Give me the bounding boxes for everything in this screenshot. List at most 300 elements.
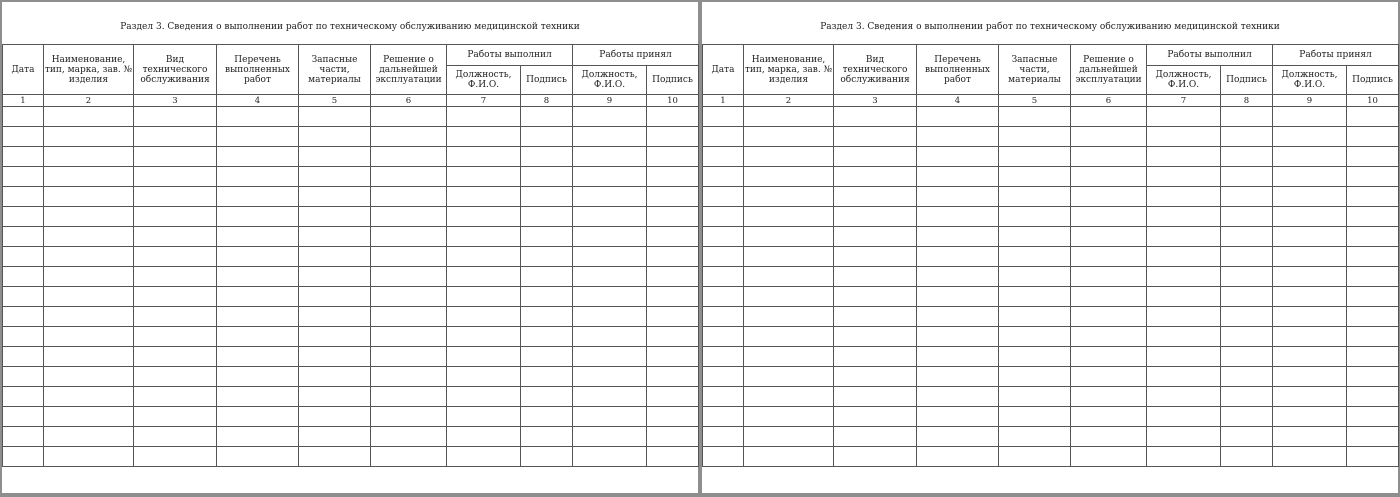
table-cell[interactable] [744, 427, 834, 447]
table-cell[interactable] [744, 167, 834, 187]
table-cell[interactable] [1273, 427, 1347, 447]
table-cell[interactable] [521, 307, 573, 327]
table-cell[interactable] [834, 267, 917, 287]
table-cell[interactable] [999, 267, 1071, 287]
table-cell[interactable] [521, 367, 573, 387]
table-cell[interactable] [917, 207, 999, 227]
table-cell[interactable] [573, 407, 647, 427]
table-cell[interactable] [521, 287, 573, 307]
table-cell[interactable] [521, 187, 573, 207]
table-cell[interactable] [834, 107, 917, 127]
table-cell[interactable] [834, 127, 917, 147]
table-cell[interactable] [573, 367, 647, 387]
table-cell[interactable] [917, 447, 999, 467]
table-cell[interactable] [134, 107, 217, 127]
table-cell[interactable] [447, 107, 521, 127]
table-cell[interactable] [1273, 187, 1347, 207]
table-cell[interactable] [1273, 207, 1347, 227]
table-cell[interactable] [447, 167, 521, 187]
table-cell[interactable] [1071, 167, 1147, 187]
table-cell[interactable] [217, 207, 299, 227]
table-cell[interactable] [703, 307, 744, 327]
table-cell[interactable] [1147, 247, 1221, 267]
table-cell[interactable] [44, 247, 134, 267]
table-cell[interactable] [1347, 127, 1399, 147]
table-cell[interactable] [217, 267, 299, 287]
table-cell[interactable] [834, 247, 917, 267]
table-cell[interactable] [999, 347, 1071, 367]
table-cell[interactable] [917, 107, 999, 127]
table-cell[interactable] [299, 387, 371, 407]
table-cell[interactable] [1147, 427, 1221, 447]
table-cell[interactable] [3, 207, 44, 227]
table-cell[interactable] [134, 407, 217, 427]
table-cell[interactable] [1147, 267, 1221, 287]
table-cell[interactable] [3, 187, 44, 207]
table-cell[interactable] [573, 427, 647, 447]
table-cell[interactable] [573, 167, 647, 187]
table-cell[interactable] [703, 207, 744, 227]
table-cell[interactable] [3, 287, 44, 307]
table-cell[interactable] [573, 127, 647, 147]
table-cell[interactable] [647, 367, 699, 387]
table-cell[interactable] [647, 427, 699, 447]
table-cell[interactable] [999, 247, 1071, 267]
table-cell[interactable] [217, 247, 299, 267]
table-cell[interactable] [1071, 247, 1147, 267]
table-cell[interactable] [1273, 327, 1347, 347]
table-cell[interactable] [521, 107, 573, 127]
table-cell[interactable] [447, 227, 521, 247]
table-cell[interactable] [1347, 227, 1399, 247]
table-cell[interactable] [703, 447, 744, 467]
table-cell[interactable] [371, 307, 447, 327]
table-cell[interactable] [744, 407, 834, 427]
table-cell[interactable] [573, 207, 647, 227]
table-cell[interactable] [834, 387, 917, 407]
table-cell[interactable] [647, 287, 699, 307]
table-cell[interactable] [299, 187, 371, 207]
table-cell[interactable] [647, 127, 699, 147]
table-cell[interactable] [44, 427, 134, 447]
table-cell[interactable] [217, 287, 299, 307]
table-cell[interactable] [1347, 407, 1399, 427]
table-cell[interactable] [573, 107, 647, 127]
table-cell[interactable] [521, 427, 573, 447]
table-cell[interactable] [134, 347, 217, 367]
table-cell[interactable] [647, 327, 699, 347]
table-cell[interactable] [917, 127, 999, 147]
table-cell[interactable] [1071, 267, 1147, 287]
table-cell[interactable] [217, 427, 299, 447]
table-cell[interactable] [1347, 147, 1399, 167]
table-cell[interactable] [1071, 347, 1147, 367]
table-cell[interactable] [3, 167, 44, 187]
table-cell[interactable] [371, 427, 447, 447]
table-cell[interactable] [744, 207, 834, 227]
table-cell[interactable] [217, 127, 299, 147]
table-cell[interactable] [217, 107, 299, 127]
table-cell[interactable] [834, 327, 917, 347]
table-cell[interactable] [371, 267, 447, 287]
table-cell[interactable] [1221, 347, 1273, 367]
table-cell[interactable] [521, 127, 573, 147]
table-cell[interactable] [521, 327, 573, 347]
table-cell[interactable] [917, 427, 999, 447]
table-cell[interactable] [371, 187, 447, 207]
table-cell[interactable] [1273, 387, 1347, 407]
table-cell[interactable] [447, 407, 521, 427]
table-cell[interactable] [744, 287, 834, 307]
table-cell[interactable] [1273, 447, 1347, 467]
table-cell[interactable] [1071, 227, 1147, 247]
table-cell[interactable] [834, 147, 917, 167]
table-cell[interactable] [744, 347, 834, 367]
table-cell[interactable] [1147, 207, 1221, 227]
table-cell[interactable] [44, 367, 134, 387]
table-cell[interactable] [1147, 287, 1221, 307]
table-cell[interactable] [573, 227, 647, 247]
table-cell[interactable] [744, 307, 834, 327]
table-cell[interactable] [834, 407, 917, 427]
table-cell[interactable] [447, 207, 521, 227]
table-cell[interactable] [371, 447, 447, 467]
table-cell[interactable] [834, 427, 917, 447]
table-cell[interactable] [573, 287, 647, 307]
table-cell[interactable] [134, 287, 217, 307]
table-cell[interactable] [647, 267, 699, 287]
table-cell[interactable] [1071, 367, 1147, 387]
table-cell[interactable] [999, 227, 1071, 247]
table-cell[interactable] [999, 427, 1071, 447]
table-cell[interactable] [1071, 407, 1147, 427]
table-cell[interactable] [703, 287, 744, 307]
table-cell[interactable] [371, 347, 447, 367]
table-cell[interactable] [134, 127, 217, 147]
table-cell[interactable] [703, 347, 744, 367]
table-cell[interactable] [917, 387, 999, 407]
table-cell[interactable] [1147, 147, 1221, 167]
table-cell[interactable] [521, 167, 573, 187]
table-cell[interactable] [447, 447, 521, 467]
table-cell[interactable] [1147, 367, 1221, 387]
table-cell[interactable] [217, 227, 299, 247]
table-cell[interactable] [3, 127, 44, 147]
table-cell[interactable] [1273, 167, 1347, 187]
table-cell[interactable] [999, 187, 1071, 207]
table-cell[interactable] [1221, 367, 1273, 387]
table-cell[interactable] [1221, 327, 1273, 347]
table-cell[interactable] [834, 187, 917, 207]
table-cell[interactable] [744, 267, 834, 287]
table-cell[interactable] [573, 447, 647, 467]
table-cell[interactable] [573, 387, 647, 407]
table-cell[interactable] [1071, 127, 1147, 147]
table-cell[interactable] [447, 147, 521, 167]
table-cell[interactable] [217, 147, 299, 167]
table-cell[interactable] [3, 307, 44, 327]
table-cell[interactable] [1147, 407, 1221, 427]
table-cell[interactable] [917, 347, 999, 367]
table-cell[interactable] [834, 307, 917, 327]
table-cell[interactable] [1071, 447, 1147, 467]
table-cell[interactable] [999, 387, 1071, 407]
table-cell[interactable] [647, 347, 699, 367]
table-cell[interactable] [299, 167, 371, 187]
table-cell[interactable] [1221, 427, 1273, 447]
table-cell[interactable] [521, 447, 573, 467]
table-cell[interactable] [3, 107, 44, 127]
table-cell[interactable] [1147, 187, 1221, 207]
table-cell[interactable] [371, 227, 447, 247]
table-cell[interactable] [134, 167, 217, 187]
table-cell[interactable] [1273, 287, 1347, 307]
table-cell[interactable] [134, 227, 217, 247]
table-cell[interactable] [573, 347, 647, 367]
table-cell[interactable] [1147, 447, 1221, 467]
table-cell[interactable] [1347, 367, 1399, 387]
table-cell[interactable] [917, 267, 999, 287]
table-cell[interactable] [299, 147, 371, 167]
table-cell[interactable] [371, 207, 447, 227]
table-cell[interactable] [1221, 167, 1273, 187]
table-cell[interactable] [3, 147, 44, 167]
table-cell[interactable] [44, 207, 134, 227]
table-cell[interactable] [299, 307, 371, 327]
table-cell[interactable] [1221, 287, 1273, 307]
table-cell[interactable] [217, 327, 299, 347]
table-cell[interactable] [1273, 267, 1347, 287]
table-cell[interactable] [999, 167, 1071, 187]
table-cell[interactable] [371, 127, 447, 147]
table-cell[interactable] [744, 447, 834, 467]
table-cell[interactable] [1147, 387, 1221, 407]
table-cell[interactable] [1347, 107, 1399, 127]
table-cell[interactable] [371, 147, 447, 167]
table-cell[interactable] [1273, 107, 1347, 127]
table-cell[interactable] [521, 227, 573, 247]
table-cell[interactable] [1221, 147, 1273, 167]
table-cell[interactable] [521, 407, 573, 427]
table-cell[interactable] [134, 327, 217, 347]
table-cell[interactable] [447, 247, 521, 267]
table-cell[interactable] [703, 327, 744, 347]
table-cell[interactable] [447, 367, 521, 387]
table-cell[interactable] [521, 147, 573, 167]
table-cell[interactable] [44, 347, 134, 367]
table-cell[interactable] [3, 367, 44, 387]
table-cell[interactable] [299, 287, 371, 307]
table-cell[interactable] [134, 387, 217, 407]
table-cell[interactable] [647, 167, 699, 187]
table-cell[interactable] [44, 187, 134, 207]
table-cell[interactable] [447, 387, 521, 407]
table-cell[interactable] [371, 407, 447, 427]
table-cell[interactable] [999, 327, 1071, 347]
table-cell[interactable] [1221, 387, 1273, 407]
table-cell[interactable] [744, 387, 834, 407]
table-cell[interactable] [44, 267, 134, 287]
table-cell[interactable] [744, 107, 834, 127]
table-cell[interactable] [447, 267, 521, 287]
table-cell[interactable] [521, 347, 573, 367]
table-cell[interactable] [1273, 127, 1347, 147]
table-cell[interactable] [217, 187, 299, 207]
table-cell[interactable] [1347, 287, 1399, 307]
table-cell[interactable] [299, 267, 371, 287]
table-cell[interactable] [217, 447, 299, 467]
table-cell[interactable] [1147, 127, 1221, 147]
table-cell[interactable] [521, 207, 573, 227]
table-cell[interactable] [703, 167, 744, 187]
table-cell[interactable] [1147, 307, 1221, 327]
table-cell[interactable] [521, 267, 573, 287]
table-cell[interactable] [744, 327, 834, 347]
table-cell[interactable] [999, 287, 1071, 307]
table-cell[interactable] [647, 307, 699, 327]
table-cell[interactable] [573, 187, 647, 207]
table-cell[interactable] [299, 447, 371, 467]
table-cell[interactable] [744, 187, 834, 207]
table-cell[interactable] [917, 307, 999, 327]
table-cell[interactable] [703, 187, 744, 207]
table-cell[interactable] [299, 407, 371, 427]
table-cell[interactable] [299, 207, 371, 227]
table-cell[interactable] [1273, 347, 1347, 367]
table-cell[interactable] [44, 127, 134, 147]
table-cell[interactable] [299, 327, 371, 347]
table-cell[interactable] [1347, 387, 1399, 407]
table-cell[interactable] [447, 287, 521, 307]
table-cell[interactable] [703, 407, 744, 427]
table-cell[interactable] [647, 387, 699, 407]
table-cell[interactable] [1273, 407, 1347, 427]
table-cell[interactable] [1071, 307, 1147, 327]
table-cell[interactable] [999, 147, 1071, 167]
table-cell[interactable] [647, 187, 699, 207]
table-cell[interactable] [999, 107, 1071, 127]
table-cell[interactable] [3, 387, 44, 407]
table-cell[interactable] [999, 407, 1071, 427]
table-cell[interactable] [44, 447, 134, 467]
table-cell[interactable] [744, 247, 834, 267]
table-cell[interactable] [217, 307, 299, 327]
table-cell[interactable] [134, 187, 217, 207]
table-cell[interactable] [1347, 187, 1399, 207]
table-cell[interactable] [299, 247, 371, 267]
table-cell[interactable] [744, 367, 834, 387]
table-cell[interactable] [44, 407, 134, 427]
table-cell[interactable] [1273, 367, 1347, 387]
table-cell[interactable] [44, 147, 134, 167]
table-cell[interactable] [217, 367, 299, 387]
table-cell[interactable] [1071, 147, 1147, 167]
table-cell[interactable] [1071, 107, 1147, 127]
table-cell[interactable] [703, 367, 744, 387]
table-cell[interactable] [1221, 447, 1273, 467]
table-cell[interactable] [703, 147, 744, 167]
table-cell[interactable] [999, 367, 1071, 387]
table-cell[interactable] [573, 147, 647, 167]
table-cell[interactable] [703, 247, 744, 267]
table-cell[interactable] [834, 347, 917, 367]
table-cell[interactable] [447, 187, 521, 207]
table-cell[interactable] [3, 427, 44, 447]
table-cell[interactable] [834, 287, 917, 307]
table-cell[interactable] [703, 227, 744, 247]
table-cell[interactable] [3, 227, 44, 247]
table-cell[interactable] [1221, 267, 1273, 287]
table-cell[interactable] [744, 127, 834, 147]
table-cell[interactable] [44, 107, 134, 127]
table-cell[interactable] [371, 247, 447, 267]
table-cell[interactable] [917, 227, 999, 247]
table-cell[interactable] [299, 367, 371, 387]
table-cell[interactable] [134, 427, 217, 447]
table-cell[interactable] [371, 107, 447, 127]
table-cell[interactable] [917, 147, 999, 167]
table-cell[interactable] [647, 407, 699, 427]
table-cell[interactable] [1071, 327, 1147, 347]
table-cell[interactable] [917, 167, 999, 187]
table-cell[interactable] [134, 147, 217, 167]
table-cell[interactable] [573, 307, 647, 327]
table-cell[interactable] [521, 387, 573, 407]
table-cell[interactable] [1147, 167, 1221, 187]
table-cell[interactable] [447, 427, 521, 447]
table-cell[interactable] [834, 367, 917, 387]
table-cell[interactable] [834, 227, 917, 247]
table-cell[interactable] [1147, 107, 1221, 127]
table-cell[interactable] [999, 127, 1071, 147]
table-cell[interactable] [371, 167, 447, 187]
table-cell[interactable] [1347, 167, 1399, 187]
table-cell[interactable] [3, 247, 44, 267]
table-cell[interactable] [44, 287, 134, 307]
table-cell[interactable] [999, 207, 1071, 227]
table-cell[interactable] [1221, 127, 1273, 147]
table-cell[interactable] [917, 327, 999, 347]
table-cell[interactable] [299, 427, 371, 447]
table-cell[interactable] [134, 367, 217, 387]
table-cell[interactable] [703, 267, 744, 287]
table-cell[interactable] [573, 267, 647, 287]
table-cell[interactable] [1071, 187, 1147, 207]
table-cell[interactable] [703, 107, 744, 127]
table-cell[interactable] [447, 307, 521, 327]
table-cell[interactable] [44, 327, 134, 347]
table-cell[interactable] [447, 327, 521, 347]
table-cell[interactable] [371, 387, 447, 407]
table-cell[interactable] [703, 127, 744, 147]
table-cell[interactable] [647, 147, 699, 167]
table-cell[interactable] [134, 447, 217, 467]
table-cell[interactable] [1147, 327, 1221, 347]
table-cell[interactable] [1221, 307, 1273, 327]
table-cell[interactable] [44, 307, 134, 327]
table-cell[interactable] [1347, 447, 1399, 467]
table-cell[interactable] [999, 307, 1071, 327]
table-cell[interactable] [299, 227, 371, 247]
table-cell[interactable] [1347, 427, 1399, 447]
table-cell[interactable] [917, 407, 999, 427]
table-cell[interactable] [647, 247, 699, 267]
table-cell[interactable] [1071, 427, 1147, 447]
table-cell[interactable] [834, 207, 917, 227]
table-cell[interactable] [371, 327, 447, 347]
table-cell[interactable] [834, 167, 917, 187]
table-cell[interactable] [1147, 347, 1221, 367]
